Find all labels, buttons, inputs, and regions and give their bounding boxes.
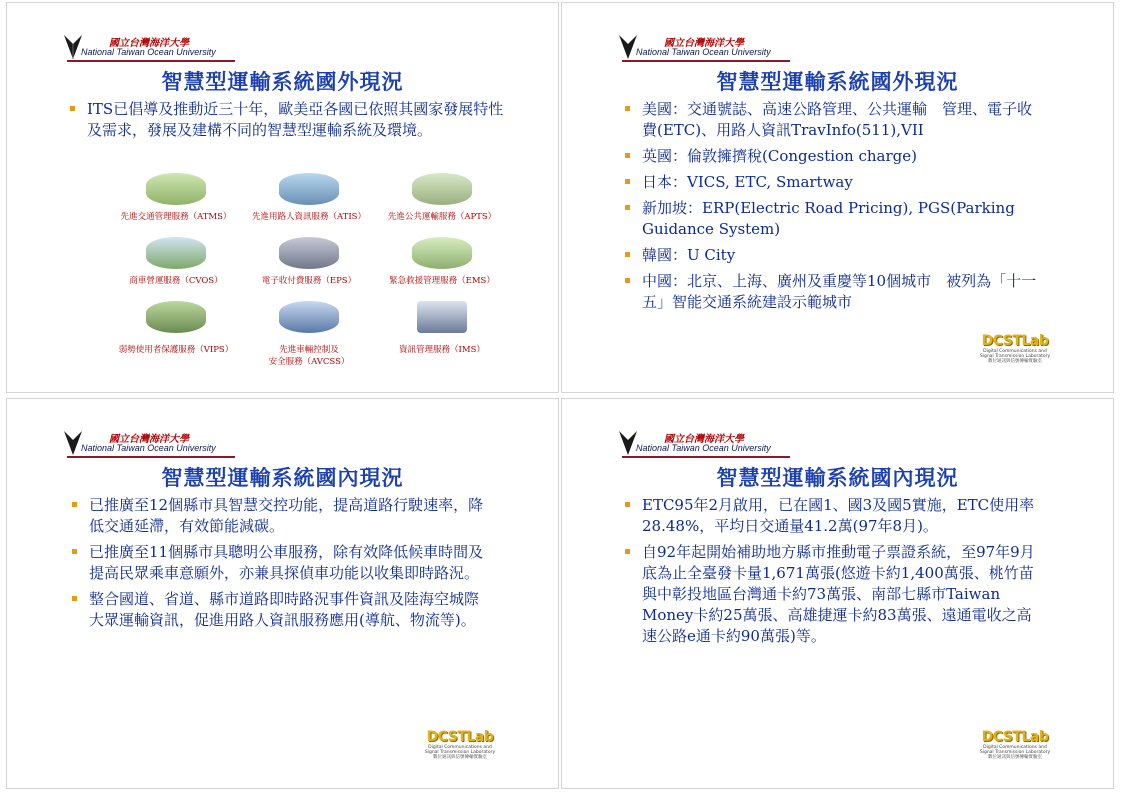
bullet-item: 日本：VICS, ETC, Smartway xyxy=(624,172,1044,193)
computer-icon xyxy=(417,301,467,333)
service-vips: 弱勢使用者保護服務（VIPS） xyxy=(111,295,241,357)
bullet-item: 韓國：U City xyxy=(624,245,1044,266)
bullet-icon xyxy=(72,549,77,554)
bullet-item: 自92年起開始補助地方縣市推動電子票證系統，至97年9月底為止全臺發卡量1,671萬張(悠遊卡約1,400萬張、桃竹苗與中彰投地區台灣通卡約73萬張、南部七縣市Taiwan Money卡約25萬張、高雄捷運卡約83萬張、遠通電收之高速公路e通卡約90萬張)等。 xyxy=(624,542,1044,647)
slide-1 xyxy=(6,2,559,393)
toll-gate-icon xyxy=(279,237,339,269)
service-apts: 先進公共運輸服務（APTS） xyxy=(377,167,507,229)
truck-icon xyxy=(146,237,206,269)
dcstlab-logo: DCSTLab Digital Communications and Signal Transmission Laboratory 數位通訊與信號傳輸實驗室 xyxy=(424,729,496,760)
traffic-info-icon xyxy=(279,173,339,205)
slide-4 xyxy=(561,398,1114,789)
university-name-cn: 國立台灣海洋大學 xyxy=(109,434,189,445)
service-avcss: 先進車輛控制及 安全服務（AVCSS） xyxy=(244,295,374,357)
its-services-figure xyxy=(111,167,507,375)
university-name-en: National Taiwan Ocean University xyxy=(81,443,216,453)
bullet-icon xyxy=(625,106,630,111)
emergency-icon xyxy=(412,237,472,269)
bullet-icon xyxy=(625,502,630,507)
bullet-list xyxy=(624,495,1044,652)
slide-title: 智慧型運輸系統國內現況 xyxy=(161,466,404,490)
logo-divider xyxy=(67,456,235,458)
slide-title: 智慧型運輸系統國外現況 xyxy=(716,70,959,94)
slide-2 xyxy=(561,2,1114,393)
university-logo xyxy=(616,427,796,459)
bullet-item: 中國：北京、上海、廣州及重慶等10個城市 被列為「十一五」智能交通系統建設示範城市 xyxy=(624,271,1044,313)
university-logo xyxy=(61,31,241,63)
pedestrian-crossing-icon xyxy=(146,301,206,333)
university-name-en: National Taiwan Ocean University xyxy=(81,47,216,57)
service-ems: 緊急救援管理服務（EMS） xyxy=(377,231,507,293)
logo-divider xyxy=(67,60,235,62)
slide-title: 智慧型運輸系統國外現況 xyxy=(161,70,404,94)
service-eps: 電子收付費服務（EPS） xyxy=(244,231,374,293)
bullet-icon xyxy=(72,596,77,601)
bullet-icon xyxy=(625,205,630,210)
dcstlab-logo: DCSTLab Digital Communications and Signal Transmission Laboratory 數位通訊與信號傳輸實驗室 xyxy=(979,333,1051,364)
bullet-item: 整合國道、省道、縣市道路即時路況事件資訊及陸海空城際大眾運輸資訊，促進用路人資訊服務應用(導航、物流等)。 xyxy=(71,589,491,631)
slide-title: 智慧型運輸系統國內現況 xyxy=(716,466,959,490)
public-transport-icon xyxy=(412,173,472,205)
bullet-list xyxy=(69,99,509,146)
service-cvos: 商車營運服務（CVOS） xyxy=(111,231,241,293)
service-atms: 先進交通管理服務（ATMS） xyxy=(111,167,241,229)
logo-divider xyxy=(622,60,790,62)
bullet-list xyxy=(71,495,491,636)
bullet-icon xyxy=(70,106,75,111)
bullet-item: 已推廣至12個縣市具智慧交控功能，提高道路行駛速率，降低交通延滯，有效節能減碳。 xyxy=(71,495,491,537)
bullet-item: ITS已倡導及推動近三十年，歐美亞各國已依照其國家發展特性及需求，發展及建構不同的智慧型運輸系統及環境。 xyxy=(69,99,509,141)
bullet-icon xyxy=(625,179,630,184)
university-name-cn: 國立台灣海洋大學 xyxy=(664,434,744,445)
bullet-item: ETC95年2月啟用，已在國1、國3及國5實施，ETC使用率28.48%，平均日交通量41.2萬(97年8月)。 xyxy=(624,495,1044,537)
bullet-icon xyxy=(625,278,630,283)
slide-3 xyxy=(6,398,559,789)
university-logo xyxy=(616,31,796,63)
bullet-item: 已推廣至11個縣市具聰明公車服務，除有效降低候車時間及提高民眾乘車意願外，亦兼具探偵車功能以收集即時路況。 xyxy=(71,542,491,584)
service-atis: 先進用路人資訊服務（ATIS） xyxy=(244,167,374,229)
traffic-scene-icon xyxy=(146,173,206,205)
university-name-en: National Taiwan Ocean University xyxy=(636,443,771,453)
bullet-list xyxy=(624,99,1044,318)
bullet-item: 英國：倫敦擁擠稅(Congestion charge) xyxy=(624,146,1044,167)
bullet-icon xyxy=(625,549,630,554)
bullet-item: 美國：交通號誌、高速公路管理、公共運輸 管理、電子收費(ETC)、用路人資訊TravInfo(511),VII xyxy=(624,99,1044,141)
university-name-cn: 國立台灣海洋大學 xyxy=(664,38,744,49)
bullet-icon xyxy=(72,502,77,507)
bullet-item: 新加坡：ERP(Electric Road Pricing), PGS(Parking Guidance System) xyxy=(624,198,1044,240)
university-name-en: National Taiwan Ocean University xyxy=(636,47,771,57)
bullet-icon xyxy=(625,252,630,257)
university-logo xyxy=(61,427,241,459)
vehicle-control-icon xyxy=(279,301,339,333)
service-ims: 資訊管理服務（IMS） xyxy=(377,295,507,357)
bullet-icon xyxy=(625,153,630,158)
logo-divider xyxy=(622,456,790,458)
university-name-cn: 國立台灣海洋大學 xyxy=(109,38,189,49)
dcstlab-logo: DCSTLab Digital Communications and Signal Transmission Laboratory 數位通訊與信號傳輸實驗室 xyxy=(979,729,1051,760)
